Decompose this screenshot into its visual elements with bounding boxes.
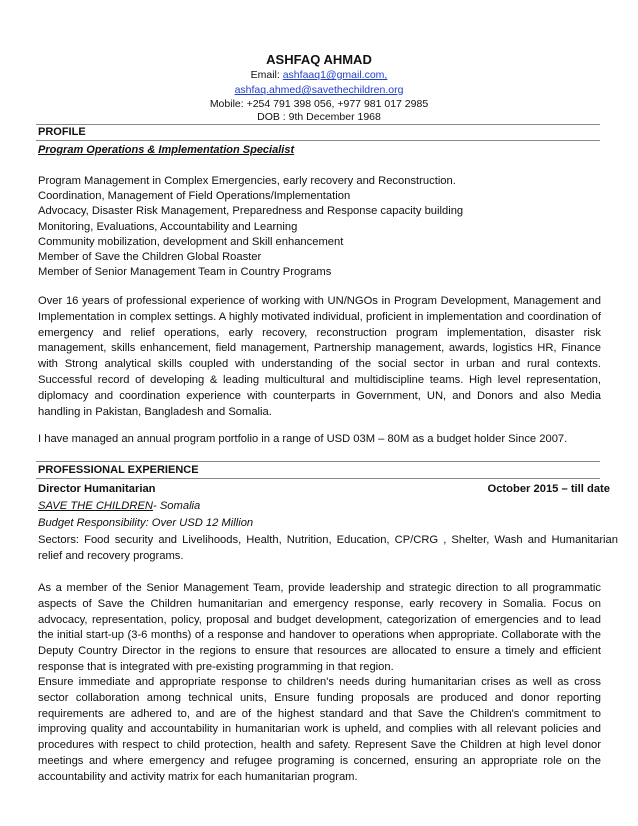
email-line (0, 69, 638, 81)
budget-responsibility: Budget Responsibility: Over USD 12 Million (38, 517, 254, 529)
section-divider (36, 478, 600, 479)
responsibility-paragraph-2: Ensure immediate and appropriate response to children's needs during humanitarian crises as well as cross sector collaboration among technical units, Ensure funding proposals are produced and donor reporting requirements are adhered to, and are of the highest standard and that Save the Children's commitment to improving quality and accountability in humanitarian work is upheld, and complies with all relevant policies and procedures with respect to child protection, health and safety. Represent Save the Children at high level donor meetings and where emergency and refugee programing is concerned, ensuring an appropriate role on the accountability and activity matrix for each humanitarian program. (38, 676, 601, 783)
experience-heading: PROFESSIONAL EXPERIENCE (38, 464, 199, 476)
portfolio-statement: I have managed an annual program portfolio in a range of USD 03M – 80M as a budget holder Since 2007. (38, 433, 568, 445)
section-divider (36, 124, 600, 125)
mobile-number: Mobile: +254 791 398 056, +977 981 017 2985 (209, 98, 429, 110)
email-line-2 (0, 84, 638, 96)
email-link-savethechildren[interactable]: ashfaq.ahmed@savethechildren.org (234, 84, 404, 96)
employer-location: - Somalia (153, 500, 201, 512)
profile-skills-list (38, 174, 463, 280)
email-link-gmail[interactable]: ashfaaq1@gmail.com, (282, 69, 388, 81)
list-item: Member of Save the Children Global Roaster (38, 250, 262, 263)
profile-heading: PROFILE (38, 126, 86, 138)
profile-summary: Over 16 years of professional experience of working with UN/NGOs in Program Development, Management and Implementation in complex settings. A highly motivated individual, proficient in implementation and coordination of emergency and relief operations, early recovery, reconstruction program implementation, disaster risk management, skills enhancement, field management, Partnership management, awards, logistics HR, Finance with Strong analytical skills coupled with understanding of the social sector in urban and rural contexts. Successful record of developing & leading multicultural and multidiscipline teams. High level representation, diplomacy and coordination experience with counterparts in Government, UN, and Donors and also Media handling in Pakistan, Bangladesh and Somalia. (38, 295, 601, 418)
profile-subtitle: Program Operations & Implementation Specialist (38, 144, 295, 156)
section-divider (36, 461, 600, 462)
employer-line (38, 500, 200, 512)
list-item: Community mobilization, development and Skill enhancement (38, 235, 344, 248)
responsibility-paragraph-1: As a member of the Senior Management Team, provide leadership and strategic direction to all programmatic aspects of Save the Children humanitarian and emergency response, early recovery in Somalia. Focus on advocacy, representation, policy, proposal and budget development, categorization of emergencies and to lead the initial start-up (3-6 months) of a response and handover to operations when appropriate. Collaborate with the Deputy Country Director in the regions to ensure that resources are allocated to ensure a timely and efficient response that is integrated with pre-existing programming in that region. (38, 582, 601, 673)
applicant-name: ASHFAQ AHMAD (266, 52, 372, 67)
job-date: October 2015 – till date (487, 483, 610, 495)
list-item: Coordination, Management of Field Operations/Implementation (38, 190, 351, 203)
email-label: Email: (250, 69, 283, 81)
job-title: Director Humanitarian (38, 483, 156, 495)
date-of-birth: DOB : 9th December 1968 (257, 111, 381, 123)
employer-name: SAVE THE CHILDREN (38, 500, 154, 512)
list-item: Member of Senior Management Team in Country Programs (38, 266, 332, 279)
list-item: Advocacy, Disaster Risk Management, Preparedness and Response capacity building (38, 205, 464, 218)
sectors-text: Sectors: Food security and Livelihoods, Health, Nutrition, Education, CP/CRG , Shelter, Wash and Humanitarian relief and recovery programs. (38, 534, 618, 562)
list-item: Program Management in Complex Emergencies, early recovery and Reconstruction. (38, 175, 456, 187)
list-item: Monitoring, Evaluations, Accountability and Learning (38, 220, 298, 233)
section-divider (36, 140, 600, 141)
